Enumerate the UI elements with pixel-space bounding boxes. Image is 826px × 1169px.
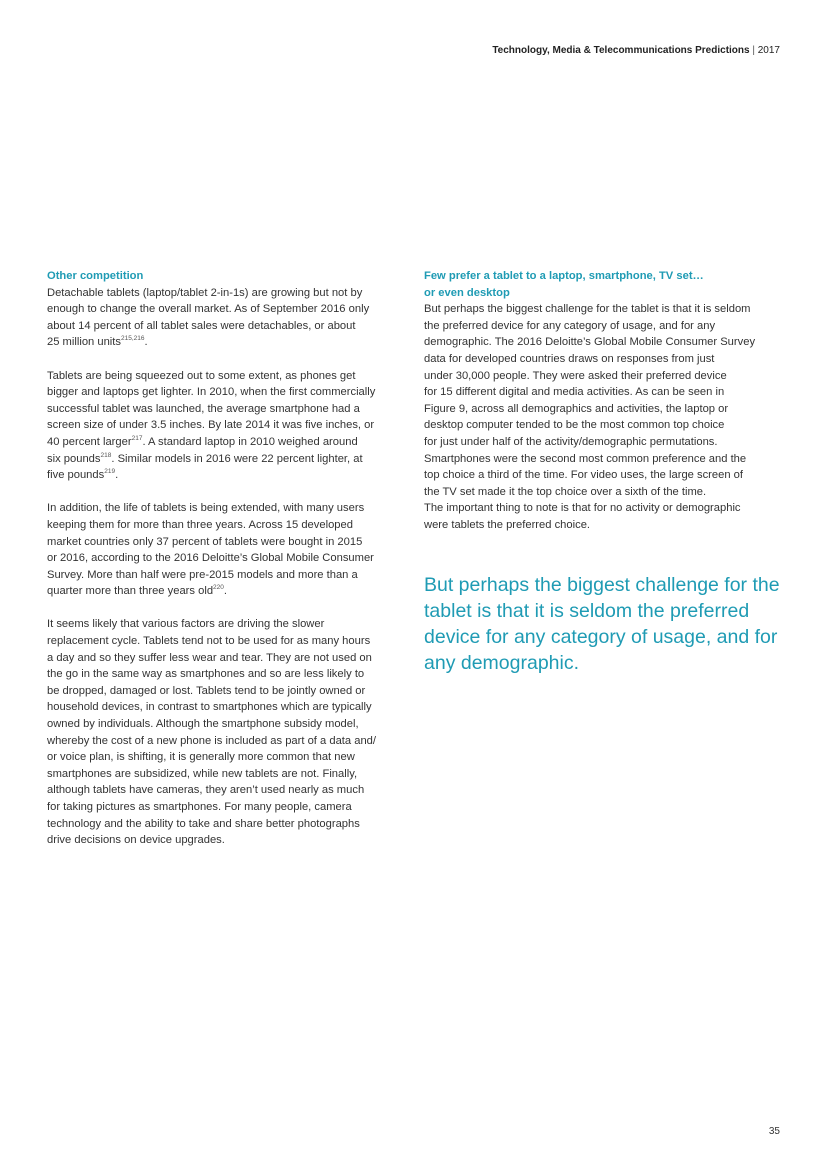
text-line: market countries only 37 percent of tablets were bought in 2015	[47, 535, 363, 548]
pull-quote-line: device for any category of usage, and for	[424, 625, 778, 648]
heading-line: Few prefer a tablet to a laptop, smartphone, TV set…	[424, 270, 704, 282]
text-fragment: six pounds	[47, 452, 101, 465]
text-line: enough to change the overall market. As of September 2016 only	[47, 303, 370, 316]
text-line: desktop computer tended to be the most common top choice	[424, 419, 725, 432]
section-heading-other-competition: Other competition	[47, 270, 144, 282]
text-line: smartphones are subsidized, while new tablets are not. Finally,	[47, 767, 358, 780]
text-line: the preferred device for any category of usage, and for any	[424, 319, 716, 332]
pull-quote	[424, 572, 780, 676]
text-line: owned by individuals. Although the smartphone subsidy model,	[47, 718, 359, 731]
pull-quote-line: any demographic.	[424, 651, 580, 674]
text-line: a day and so they suffer less wear and tear. They are not used on	[47, 651, 372, 664]
paragraph-replacement-cycle	[47, 616, 399, 848]
text-line: demographic. The 2016 Deloitte’s Global Mobile Consumer Survey	[424, 336, 756, 349]
text-line: whereby the cost of a new phone is included as part of a data and/	[47, 734, 377, 747]
text-line: for 15 different digital and media activities. As can be seen in	[424, 386, 725, 399]
text-line: But perhaps the biggest challenge for the tablet is that it is seldom	[424, 303, 751, 316]
text-line: technology and the ability to take and share better photographs	[47, 817, 360, 830]
text-fragment: . Similar models in 2016 were 22 percent lighter, at	[111, 452, 363, 465]
text-fragment: .	[144, 336, 148, 349]
section-heading-few-prefer-tablet	[424, 268, 776, 301]
footnote-ref: 217	[131, 434, 143, 442]
pull-quote-line: But perhaps the biggest challenge for the	[424, 573, 780, 596]
text-line: or voice plan, is shifting, it is generally more common that new	[47, 751, 355, 764]
left-column	[47, 268, 399, 849]
right-column	[424, 268, 780, 676]
footnote-ref: 218	[100, 451, 112, 459]
pull-quote-line: tablet is that it is seldom the preferred	[424, 599, 750, 622]
text-line: although tablets have cameras, they aren’t used nearly as much	[47, 784, 365, 797]
text-fragment: 40 percent larger	[47, 435, 132, 448]
paragraph-detachables	[47, 285, 399, 351]
running-header	[492, 45, 780, 56]
text-line: In addition, the life of tablets is being extended, with many users	[47, 502, 365, 515]
text-line: Detachable tablets (laptop/tablet 2-in-1s) are growing but not by	[47, 286, 363, 299]
text-line: The important thing to note is that for no activity or demographic	[424, 502, 741, 515]
paragraph-tablet-life	[47, 500, 399, 600]
text-line: screen size of under 3.5 inches. By late 2014 it was five inches, or	[47, 419, 375, 432]
text-line: about 14 percent of all tablet sales were detachables, or about	[47, 319, 356, 332]
text-line: for taking pictures as smartphones. For many people, camera	[47, 801, 352, 813]
text-line: Survey. More than half were pre-2015 models and more than a	[47, 568, 358, 581]
text-line: Smartphones were the second most common preference and the	[424, 452, 747, 465]
page-number: 35	[768, 1126, 780, 1137]
text-fragment: . A standard laptop in 2010 weighed around	[142, 435, 358, 448]
text-line	[47, 434, 399, 451]
heading-line: or even desktop	[424, 286, 510, 299]
header-separator: |	[752, 45, 755, 56]
paragraph-preferred-device	[424, 301, 776, 533]
text-fragment: .	[115, 469, 119, 482]
text-line: successful tablet was launched, the average smartphone had a	[47, 402, 360, 415]
footnote-ref: 220	[213, 584, 224, 592]
text-line: were tablets the preferred choice.	[424, 518, 591, 531]
text-line: household devices, in contrast to smartphones which are typically	[47, 701, 372, 714]
text-line: top choice a third of the time. For video uses, the large screen of	[424, 469, 744, 482]
text-line: be dropped, damaged or lost. Tablets tend to be jointly owned or	[47, 684, 366, 697]
footnote-ref: 215,216	[121, 335, 145, 343]
text-fragment: .	[223, 585, 228, 598]
text-line: Tablets are being squeezed out to some extent, as phones get	[47, 369, 356, 382]
text-line: the go in the same way as smartphones and so are less likely to	[47, 668, 365, 681]
text-line	[47, 467, 399, 484]
text-line: under 30,000 people. They were asked their preferred device	[424, 369, 727, 382]
text-line	[47, 451, 399, 468]
text-fragment: quarter more than three years old	[47, 585, 214, 598]
header-year: 2017	[757, 45, 780, 56]
text-line: the TV set made it the top choice over a sixth of the time.	[424, 485, 707, 498]
text-line: replacement cycle. Tablets tend not to be used for as many hours	[47, 635, 371, 648]
text-line: It seems likely that various factors are driving the slower	[47, 618, 325, 631]
text-line: Figure 9, across all demographics and activities, the laptop or	[424, 402, 729, 415]
text-line: keeping them for more than three years. Across 15 developed	[47, 518, 353, 531]
text-line: for just under half of the activity/demographic permutations.	[424, 435, 718, 448]
text-line: drive decisions on device upgrades.	[47, 834, 225, 847]
text-line	[47, 583, 399, 600]
text-line: bigger and laptops get lighter. In 2010, when the first commercially	[47, 386, 376, 399]
footnote-ref: 219	[104, 468, 116, 476]
paragraph-squeezed	[47, 368, 399, 484]
text-fragment: five pounds	[47, 469, 105, 482]
text-line: data for developed countries draws on responses from just	[424, 352, 715, 365]
text-line	[47, 334, 399, 351]
text-fragment: 25 million units	[47, 336, 121, 349]
text-line: or 2016, according to the 2016 Deloitte’s Global Mobile Consumer	[47, 552, 374, 565]
header-title: Technology, Media & Telecommunications Predictions	[492, 45, 750, 56]
